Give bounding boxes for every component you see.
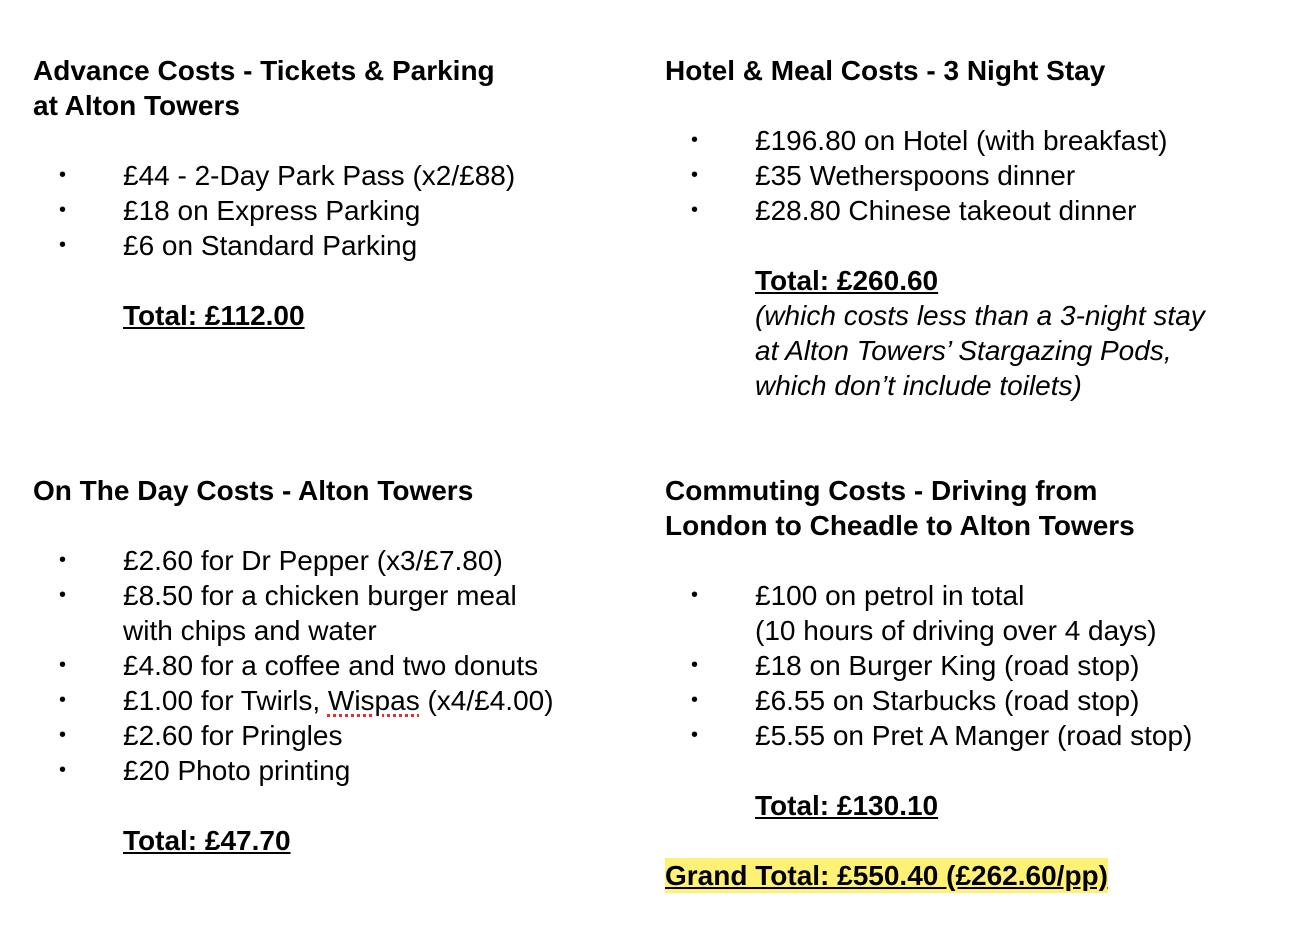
list-item: • £196.80 on Hotel (with breakfast): [691, 125, 1168, 156]
hotel-note-line: at Alton Towers’ Stargazing Pods,: [755, 335, 1172, 366]
spellcheck-flagged-word[interactable]: Wispas: [327, 685, 420, 716]
hotel-costs-heading: Hotel & Meal Costs - 3 Night Stay: [665, 55, 1106, 86]
list-item: • £6 on Standard Parking: [59, 230, 418, 261]
on-the-day-total: Total: £47.70: [123, 825, 291, 856]
advance-costs-heading: [33, 53, 613, 123]
advance-heading-line1: Advance Costs - Tickets & Parking: [33, 55, 495, 86]
bullet-icon: •: [691, 164, 699, 186]
bullet-icon: •: [691, 724, 699, 746]
advance-costs-list: [33, 158, 613, 263]
list-item: • £44 - 2-Day Park Pass (x2/£88): [59, 160, 516, 191]
commuting-total: Total: £130.10: [755, 790, 939, 821]
hotel-costs-list: [665, 123, 1285, 228]
hotel-total: Total: £260.60: [755, 265, 939, 296]
commuting-costs-list: [665, 578, 1285, 753]
hotel-note-line: which don’t include toilets): [755, 370, 1082, 401]
hotel-costs-section: [665, 53, 1285, 403]
list-item: • £100 on petrol in total (10 hours of driving over 4 days): [691, 580, 1157, 646]
on-the-day-heading: On The Day Costs - Alton Towers: [33, 475, 474, 506]
advance-total: Total: £112.00: [123, 300, 305, 331]
bullet-icon: •: [59, 759, 67, 781]
list-item: • £18 on Burger King (road stop): [691, 650, 1140, 681]
bullet-icon: •: [59, 584, 67, 606]
bullet-icon: •: [691, 129, 699, 151]
list-item: • £2.60 for Dr Pepper (x3/£7.80): [59, 545, 503, 576]
list-item: • £4.80 for a coffee and two donuts: [59, 650, 539, 681]
bullet-icon: •: [59, 654, 67, 676]
grand-total: Grand Total: £550.40 (£262.60/pp): [665, 860, 1108, 891]
on-the-day-costs-section: [33, 473, 633, 858]
list-item: • £20 Photo printing: [59, 755, 351, 786]
list-item: • £18 on Express Parking: [59, 195, 421, 226]
commuting-heading-line2: London to Cheadle to Alton Towers: [665, 510, 1135, 541]
bullet-icon: •: [691, 199, 699, 221]
hotel-note-line: (which costs less than a 3-night stay: [755, 300, 1205, 331]
bullet-icon: •: [59, 549, 67, 571]
list-item: • £28.80 Chinese takeout dinner: [691, 195, 1137, 226]
bullet-icon: •: [691, 654, 699, 676]
commuting-heading-line1: Commuting Costs - Driving from: [665, 475, 1098, 506]
advance-heading-line2: at Alton Towers: [33, 90, 240, 121]
on-the-day-list: [33, 543, 633, 788]
bullet-icon: •: [59, 164, 67, 186]
bullet-icon: •: [59, 199, 67, 221]
list-item: • £2.60 for Pringles: [59, 720, 343, 751]
bullet-icon: •: [59, 689, 67, 711]
bullet-icon: •: [691, 689, 699, 711]
commuting-costs-section: [665, 473, 1285, 823]
list-item: • £1.00 for Twirls, Wispas (x4/£4.00): [59, 685, 554, 716]
bullet-icon: •: [691, 584, 699, 606]
list-item: • £35 Wetherspoons dinner: [691, 160, 1076, 191]
list-item: • £8.50 for a chicken burger meal with chips and water: [59, 580, 517, 646]
list-item: • £5.55 on Pret A Manger (road stop): [691, 720, 1193, 751]
advance-costs-section: [33, 53, 613, 333]
bullet-icon: •: [59, 724, 67, 746]
bullet-icon: •: [59, 234, 67, 256]
list-item: • £6.55 on Starbucks (road stop): [691, 685, 1140, 716]
commuting-costs-heading: [665, 473, 1285, 543]
